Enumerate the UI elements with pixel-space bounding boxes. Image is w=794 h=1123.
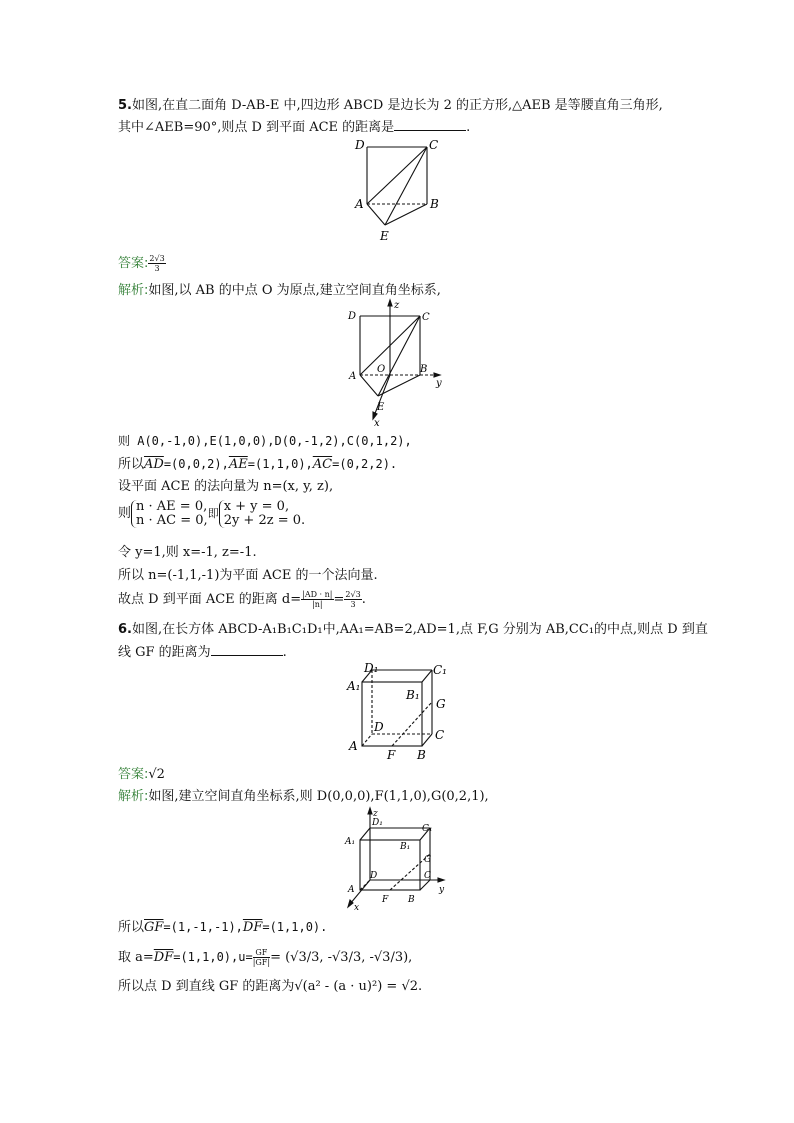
- q5-axis-z: z: [394, 300, 400, 311]
- q5-label-D: D: [355, 138, 365, 152]
- q6a-label-A: A: [348, 885, 355, 895]
- q5-stem-line2: [118, 118, 470, 137]
- q5-system: [118, 500, 305, 528]
- q5-normal-result: [118, 567, 378, 585]
- q5-label-A: A: [355, 197, 364, 211]
- q6-u-fraction: $\frac{GF}{|GF|}$: [252, 948, 271, 967]
- q5-vec-AE: $\overline{AE}$: [228, 457, 248, 472]
- q5-text-line2: 其中∠AEB=90°,则点 D 到平面 ACE 的距离是: [118, 120, 395, 135]
- q5-vec-AE-value: =(1,1,0),: [247, 457, 313, 471]
- q6-vectors: [118, 918, 327, 937]
- q6-stem-line2: [118, 643, 287, 662]
- q6-label-D1: D₁: [364, 661, 379, 675]
- q6-label-A: A: [349, 739, 358, 753]
- q5-distance-eq: =: [333, 592, 345, 607]
- q5-sys2-row1: x + y = 0,: [223, 499, 290, 514]
- q6a-label-B1: B₁: [400, 842, 411, 852]
- q6a-label-F: F: [382, 895, 389, 905]
- q5-ie: 即: [207, 507, 219, 520]
- q6-label-A1: A₁: [347, 679, 361, 693]
- q6-final-prefix: 所以点 D 到直线 GF 的距离为: [118, 979, 295, 994]
- q5-figure: [352, 137, 444, 249]
- q6-text-line2: 线 GF 的距离为: [118, 645, 211, 660]
- q6a-label-B: B: [408, 895, 415, 905]
- q6-take-DF-value: =(1,1,0),u=: [173, 950, 253, 964]
- q6-answer: [118, 766, 165, 784]
- q6-vec-DF-value: =(1,1,0).: [262, 920, 328, 934]
- q5-answer-label: 答案:: [118, 256, 149, 271]
- q6-take-DF: $\overline{DF}$: [153, 950, 174, 965]
- q5-label-E: E: [380, 229, 389, 243]
- q6-vec-DF: $\overline{DF}$: [242, 920, 263, 935]
- q6a-label-G: G: [424, 855, 432, 865]
- q6-figure: [344, 660, 454, 762]
- q6-vec-GF: $\overline{GF}$: [144, 920, 164, 935]
- q6-number: 6.: [118, 622, 132, 637]
- q6-answer-blank: [211, 643, 283, 656]
- q6-take-prefix: 取 a=: [118, 950, 154, 965]
- q5-system-2: [219, 500, 305, 528]
- q6-axis-z: z: [373, 809, 378, 819]
- q5-answer: [118, 254, 166, 273]
- q6-stem-line1: [118, 621, 708, 639]
- q6-answer-label: 答案:: [118, 767, 149, 782]
- q5-axis-y: y: [436, 378, 442, 389]
- q5-axis-x: x: [374, 418, 380, 429]
- q5-label-C: C: [429, 138, 439, 152]
- q6-label-D: D: [374, 720, 384, 734]
- q5-label-B: B: [430, 197, 439, 211]
- q5-analysis-label: 解析:: [118, 283, 149, 298]
- q6-final: [118, 978, 422, 996]
- q6-final-formula: √(a² - (a · u)²) = √2.: [294, 979, 423, 994]
- q5-vec-AD: $\overline{AD}$: [144, 457, 164, 472]
- q6-vectors-prefix: 所以: [118, 920, 145, 935]
- q6-label-F: F: [387, 748, 396, 762]
- q6a-label-A1: A₁: [345, 837, 356, 847]
- q5-vec-AC-value: =(0,2,2).: [332, 457, 398, 471]
- q5-normal-result-text: 所以 n=(-1,1,-1)为平面 ACE 的一个法向量.: [118, 568, 378, 583]
- q6-axis-x: x: [354, 903, 360, 912]
- q5-system-1: [131, 500, 208, 528]
- q5-analysis-text: 如图,以 AB 的中点 O 为原点,建立空间直角坐标系,: [148, 283, 441, 298]
- q6-analysis-intro: [118, 788, 489, 806]
- q5-let: [118, 544, 257, 562]
- q5-answer-blank: [394, 118, 466, 131]
- q5-normal-setup-text: 设平面 ACE 的法向量为 n=(x, y, z),: [118, 479, 334, 494]
- q5-stem-line1: [118, 97, 663, 115]
- q5-period: .: [466, 120, 471, 135]
- q5-vectors: [118, 455, 397, 474]
- q5-sys1-row1: n · AE = 0,: [136, 499, 208, 514]
- q5a-label-A: A: [349, 371, 357, 382]
- q5-sys1-row2: n · AC = 0,: [136, 513, 208, 528]
- q5a-label-E: E: [377, 402, 385, 413]
- q5-distance: [118, 590, 366, 609]
- q5-distance-end: .: [361, 592, 366, 607]
- q6-axis-y: y: [439, 885, 445, 895]
- q6-period: .: [282, 645, 287, 660]
- q6a-label-D1: D₁: [372, 818, 383, 828]
- q5-normal-setup: [118, 478, 333, 496]
- q6-text-line1: 如图,在长方体 ABCD-A₁B₁C₁D₁中,AA₁=AB=2,AD=1,点 F,G 分别为 AB,CC₁的中点,则点 D 到直: [131, 622, 708, 637]
- q6-label-G: G: [436, 697, 446, 711]
- q6a-label-C1: C₁: [422, 824, 433, 834]
- q6-u-result: = (√3/3, -√3/3, -√3/3),: [270, 950, 413, 965]
- q5-analysis-figure: [344, 298, 446, 430]
- q6-label-B: B: [417, 748, 426, 762]
- q6-label-C1: C₁: [433, 663, 447, 677]
- q6-analysis-figure: [342, 806, 454, 912]
- q5-number: 5.: [118, 98, 132, 113]
- q5-distance-prefix: 故点 D 到平面 ACE 的距离 d=: [118, 592, 302, 607]
- q5a-label-C: C: [422, 312, 430, 323]
- q5-text-line1: 如图,在直二面角 D-AB-E 中,四边形 ABCD 是边长为 2 的正方形,△AEB 是等腰直角三角形,: [131, 98, 663, 113]
- q5-let-text: 令 y=1,则 x=-1, z=-1.: [118, 545, 257, 560]
- q6-analysis-text: 如图,建立空间直角坐标系,则 D(0,0,0),F(1,1,0),G(0,2,1),: [148, 789, 489, 804]
- q5-distance-result: $\frac{2√3}{3}$: [345, 590, 361, 609]
- q5a-label-B: B: [420, 364, 428, 375]
- q6-take: [118, 948, 412, 967]
- q5-answer-fraction: $\frac{2√3}{3}$: [149, 254, 165, 273]
- q5-coords: [118, 432, 412, 451]
- q6a-label-D: D: [370, 871, 378, 881]
- q6-answer-value: √2: [148, 767, 165, 782]
- q5-vec-AD-value: =(0,0,2),: [163, 457, 229, 471]
- q5-sys2-row2: 2y + 2z = 0.: [223, 513, 306, 528]
- q6a-label-C: C: [424, 871, 431, 881]
- q6-label-B1: B₁: [406, 688, 420, 702]
- q5-vec-AC: $\overline{AC}$: [312, 457, 333, 472]
- q6-label-C: C: [435, 728, 445, 742]
- q5a-label-O: O: [377, 364, 386, 375]
- q6-analysis-label: 解析:: [118, 789, 149, 804]
- q5-coords-text: 则 A(0,-1,0),E(1,0,0),D(0,-1,2),C(0,1,2),: [118, 434, 412, 448]
- q6-vec-GF-value: =(1,-1,-1),: [163, 920, 243, 934]
- q5-vectors-prefix: 所以: [118, 457, 145, 472]
- q5-distance-fraction: $\frac{|AD \cdot n|}{|n|}$: [302, 590, 333, 609]
- q5-then: 则: [118, 506, 132, 521]
- q5a-label-D: D: [348, 311, 357, 322]
